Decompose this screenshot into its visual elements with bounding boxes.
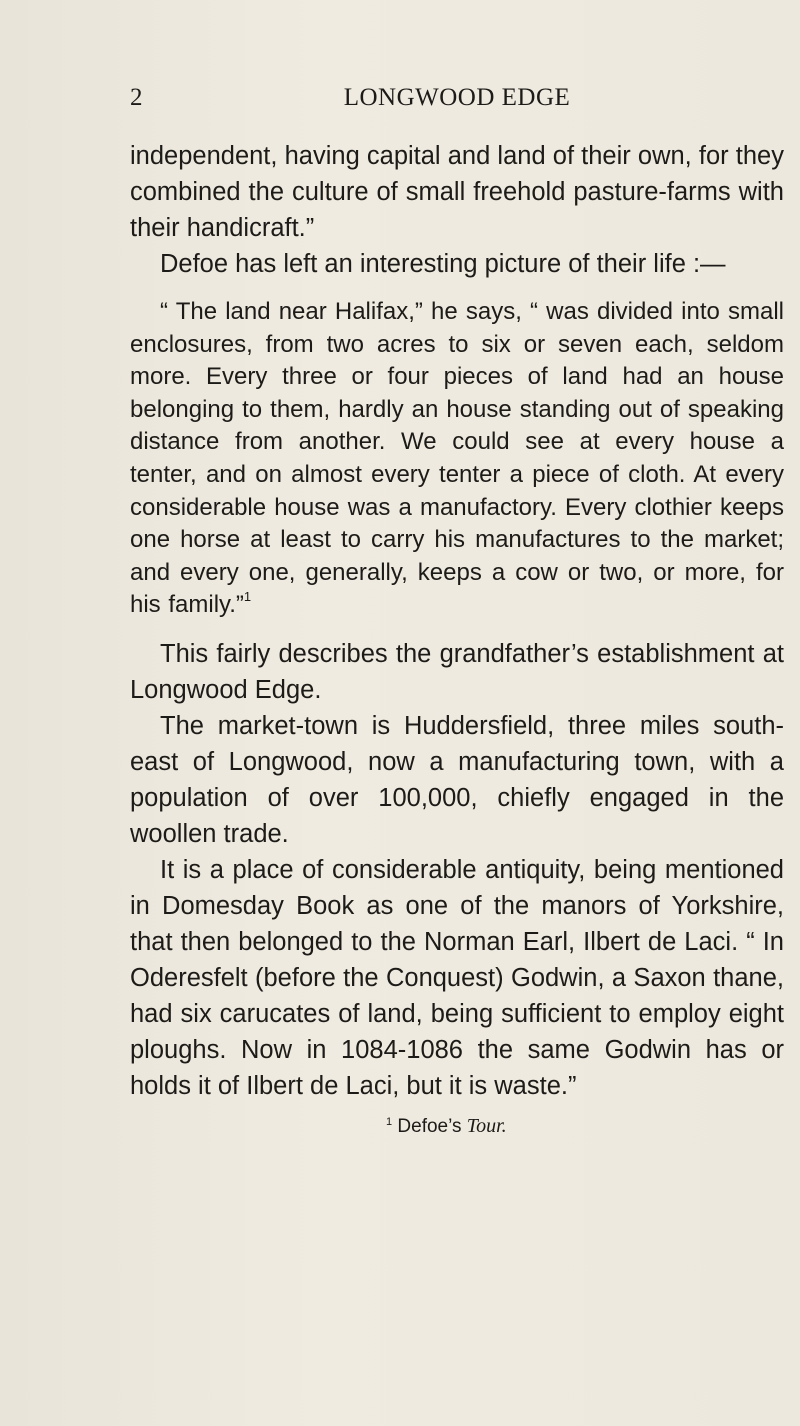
running-head bbox=[130, 84, 784, 120]
block-quote bbox=[130, 296, 784, 622]
paragraph: The market-town is Huddersfield, three miles south-east of Longwood, now a manufacturing town, with a population of over 100,000, chiefly engaged in the woollen trade. bbox=[130, 711, 784, 848]
footnote bbox=[130, 1114, 784, 1139]
paragraph: It is a place of considerable antiquity, being mentioned in Domesday Book as one of the manors of Yorkshire, that then belonged to the Norman Earl, Ilbert de Laci. “ In Oderesfelt (before the Conquest) Godwin, a Saxon thane, had six carucates of land, being sufficient to employ eight ploughs. Now in 1084-1086 the same Godwin has or holds it of Ilbert de Laci, but it is waste.” bbox=[130, 855, 784, 1100]
footnote-title: Tour. bbox=[466, 1114, 507, 1137]
footnote-marker: 1 bbox=[386, 1115, 393, 1128]
footnote-author: Defoe’s bbox=[397, 1115, 462, 1137]
paragraph: Defoe has left an interesting picture of their life :— bbox=[160, 250, 726, 278]
body-text bbox=[130, 138, 784, 1139]
paragraph: independent, having capital and land of their own, for they combined the culture of small freehold pasture-farms with their handicraft.” bbox=[130, 142, 784, 242]
footnote-reference: 1 bbox=[243, 589, 252, 605]
paragraph: This fairly describes the grandfather’s establishment at Longwood Edge. bbox=[130, 639, 784, 704]
running-title: LONGWOOD EDGE bbox=[343, 84, 571, 111]
quote-text: “ The land near Halifax,” he says, “ was divided into small enclosures, from two acres to six or seven each, seldom more. Every three or four pieces of land had an house belonging to them, hardly an house standing out of speaking distance from another. We could see at every house a tenter, and on almost every tenter a piece of cloth. At every considerable house was a manufactory. Every clothier keeps one horse at least to carry his manufactures to the market; and every one, generally, keeps a cow or two, or more, for his family.” bbox=[130, 298, 784, 619]
page-number: 2 bbox=[130, 84, 143, 111]
